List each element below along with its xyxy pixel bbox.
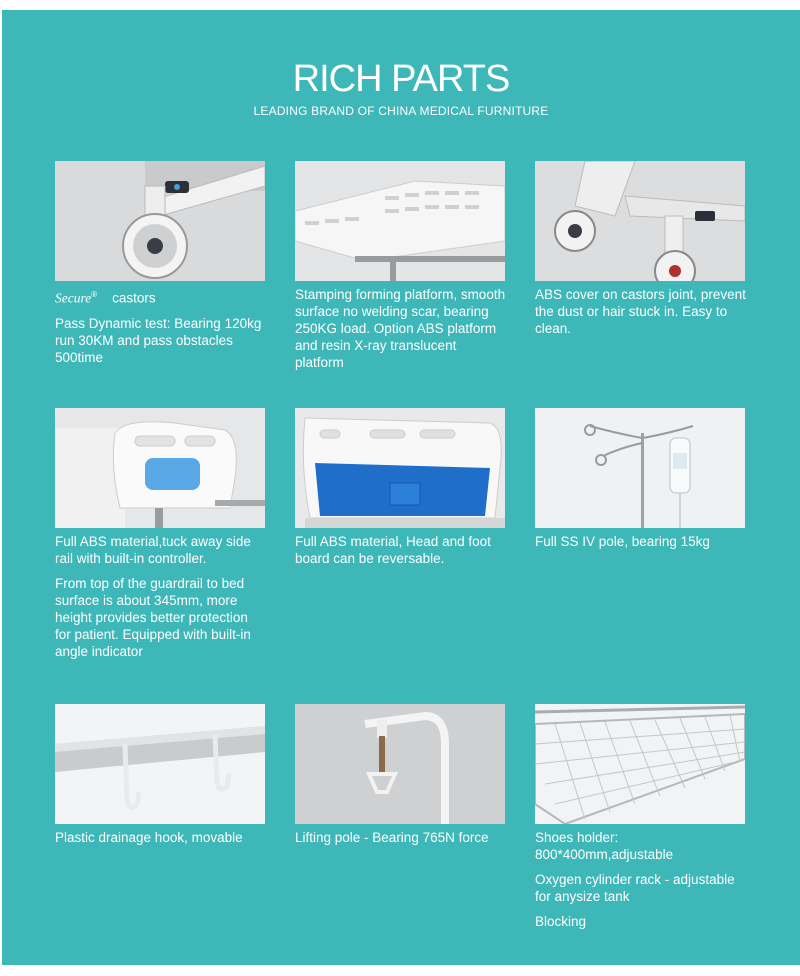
part-card-castors (55, 161, 267, 374)
part-description-oxygen: Oxygen cylinder rack - adjustable for anysize tank (535, 872, 735, 904)
part-description: Stamping forming platform, smooth surface no welding scar, bearing 250KG load. Option ABS platform and resin X-ray translucent platform (295, 287, 506, 370)
stamping-platform-photo (295, 161, 505, 281)
part-description: Full ABS material,tuck away side rail with built-in controller. (55, 534, 251, 566)
part-description: ABS cover on castors joint, prevent the dust or hair stuck in. Easy to clean. (535, 287, 746, 336)
part-card-shoes-holder (535, 704, 747, 938)
part-description: Full ABS material, Head and foot board can be reversable. (295, 534, 491, 566)
part-description: Lifting pole - Bearing 765N force (295, 830, 489, 845)
brand-suffix: castors (112, 290, 156, 306)
part-brand-line (55, 286, 267, 307)
page-subtitle: LEADING BRAND OF CHINA MEDICAL FURNITURE (253, 104, 549, 118)
iv-pole-photo (535, 408, 745, 528)
part-card-platform (295, 161, 507, 379)
part-description: Shoes holder: 800*400mm,adjustable (535, 830, 674, 862)
part-card-castor-cover (535, 161, 747, 345)
part-card-hook (55, 704, 267, 854)
lifting-pole-photo (295, 704, 505, 824)
castor-wheel-photo (55, 161, 265, 281)
part-description: Pass Dynamic test: Bearing 120kg run 30KM and pass obstacles 500time (55, 315, 262, 365)
brand-name: Secure (55, 290, 92, 306)
drainage-hook-photo (55, 704, 265, 824)
part-card-lifting-pole (295, 704, 507, 854)
part-card-head-board (295, 408, 507, 575)
shoes-holder-photo (535, 704, 745, 824)
part-description: Plastic drainage hook, movable (55, 830, 243, 845)
part-card-side-rail (55, 408, 267, 668)
part-card-iv-pole (535, 408, 747, 558)
abs-castor-cover-photo (535, 161, 745, 281)
side-rail-photo (55, 408, 265, 528)
part-description: Full SS IV pole, bearing 15kg (535, 534, 710, 549)
page-title: RICH PARTS (292, 58, 510, 100)
head-foot-board-photo (295, 408, 505, 528)
part-description-blocking: Blocking (535, 914, 587, 929)
part-description-detail: From top of the guardrail to bed surface is about 345mm, more height provides better protection for patient. Equipped with built-in angle indicator (55, 576, 251, 659)
registered-mark: ® (91, 290, 98, 299)
